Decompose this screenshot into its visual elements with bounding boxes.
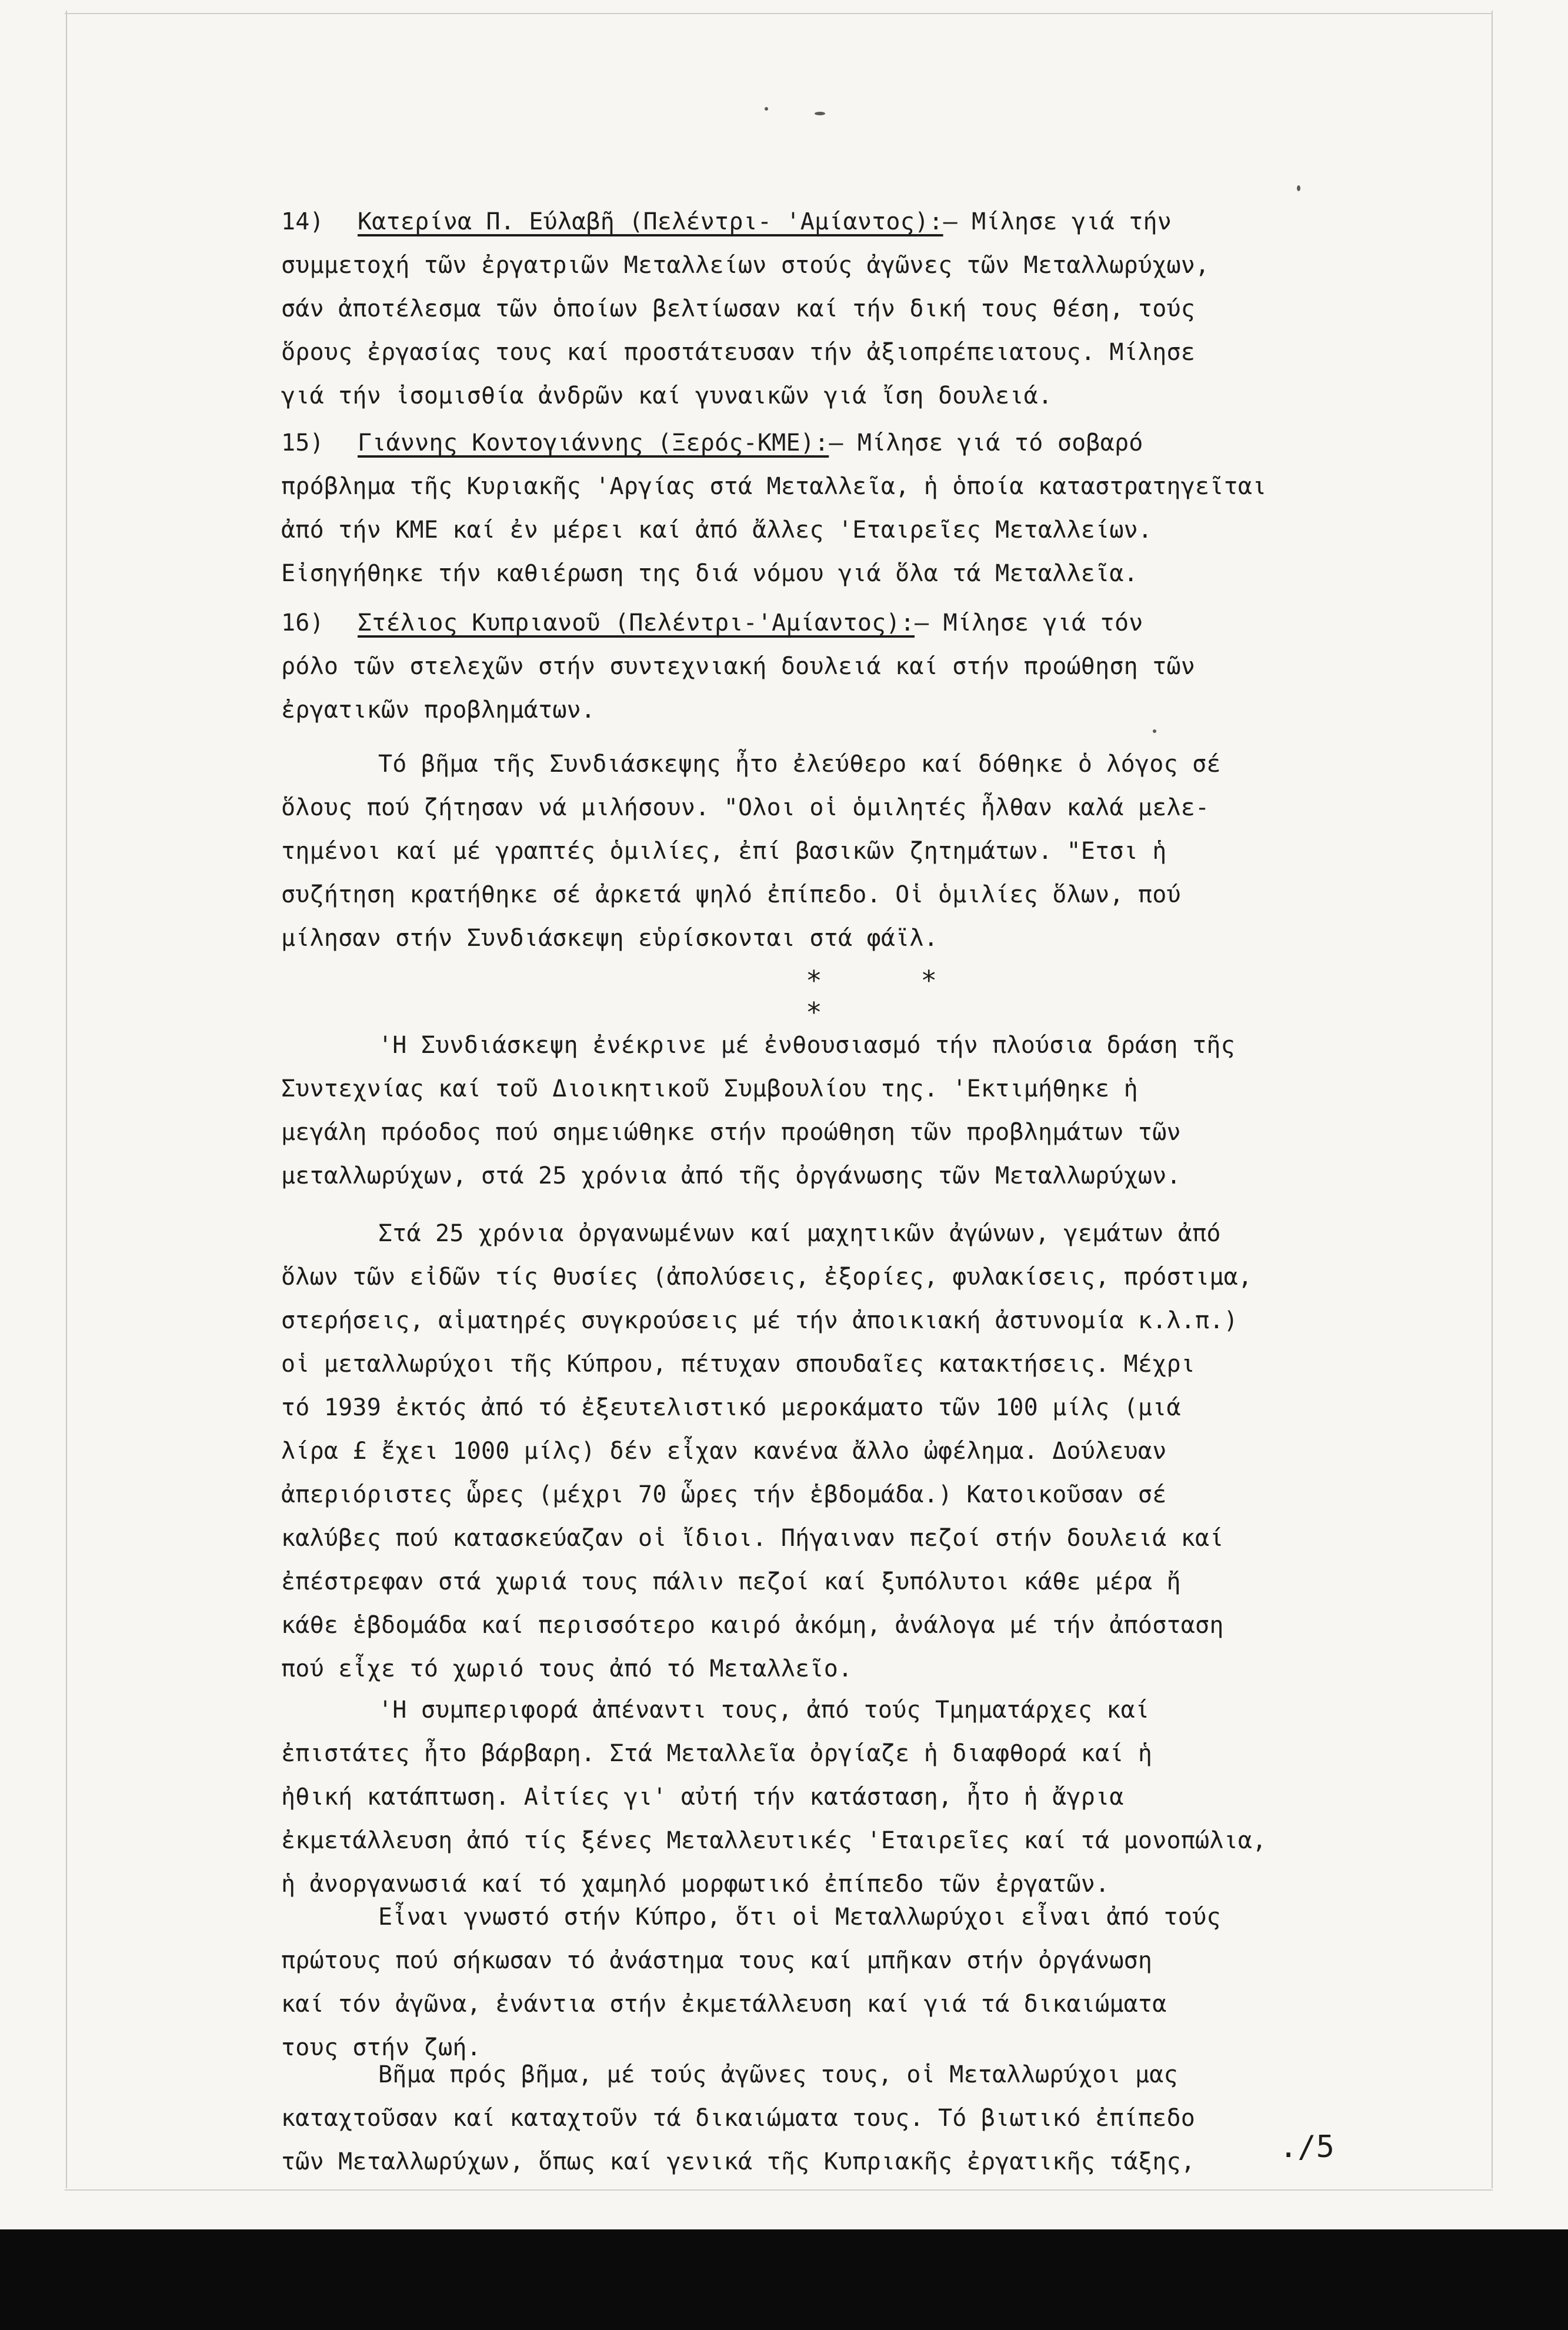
scan-speck bbox=[765, 107, 768, 111]
speaker-summary: – Μίλησε γιά τό σοβαρό πρόβλημα τῆς Κυριακῆς 'Αργίας στά Μεταλλεῖα, ἡ ὁποία καταστρατηγεῖται ἀπό τήν ΚΜΕ καί ἐν μέρει καί ἀπό ἄλλες 'Εταιρεῖες Μεταλλείων. Εἰσηγήθηκε τήν καθιέρωση της διά νόμου γιά ὅλα τά Μεταλλεῖα. bbox=[281, 429, 1267, 587]
speaker-name: Στέλιος Κυπριανοῦ (Πελέντρι-'Αμίαντος): bbox=[358, 609, 915, 636]
speaker-name: Κατερίνα Π. Εύλαβῆ (Πελέντρι- 'Αμίαντος): bbox=[358, 208, 943, 235]
scan-speck bbox=[815, 112, 825, 115]
paragraph-floor: Τό βῆμα τῆς Συνδιάσκεψης ἦτο ἐλεύθερο καί δόθηκε ὁ λόγος σέ ὅλους πού ζήτησαν νά μιλήσουν. "Ολοι οἱ ὁμιλητές ἦλθαν καλά μελε- τημένοι καί μέ γραπτές ὁμιλίες, ἐπί βασικῶν ζητημάτων. "Ετσι ἡ συζήτηση κρατήθηκε σέ ἀρκετά ψηλό ἐπίπεδο. Οἱ ὁμιλίες ὅλων, πού μίλησαν στήν Συνδιάσκεψη εὑρίσκονται στά φάϊλ. bbox=[281, 751, 1221, 952]
speaker-name: Γιάννης Κοντογιάννης (Ξερός-ΚΜΕ): bbox=[358, 429, 829, 456]
item-number: 14) bbox=[281, 208, 324, 235]
section-separator: * * * bbox=[806, 965, 979, 1028]
item-number: 16) bbox=[281, 609, 324, 636]
speaker-item-15 bbox=[281, 421, 1387, 595]
speaker-item-16 bbox=[281, 601, 1387, 732]
paragraph-conduct: 'Η συμπεριφορά ἀπέναντι τους, ἀπό τούς Τμηματάρχες καί ἐπιστάτες ἦτο βάρβαρη. Στά Μεταλλεῖα ὀργίαζε ἡ διαφθορά καί ἡ ἠθική κατάπτωση. Αἰτίες γι' αὐτή τήν κατάσταση, ἦτο ἡ ἄγρια ἐκμετάλλευση ἀπό τίς ξένες Μεταλλευτικές 'Εταιρεῖες καί τά μονοπώλια, ἡ ἀνοργανωσιά καί τό χαμηλό μορφωτικό ἐπίπεδο τῶν ἐργατῶν. bbox=[281, 1696, 1267, 1898]
speaker-summary: – Μίλησε γιά τήν συμμετοχή τῶν ἐργατριῶν Μεταλλείων στούς ἀγῶνες τῶν Μεταλλωρύχων, σάν ἀποτέλεσμα τῶν ὁποίων βελτίωσαν καί τήν δική τους θέση, τούς ὅρους ἐργασίας τους καί προστάτευσαν τήν ἀξιοπρέπειατους. Μίλησε γιά τήν ἰσομισθία ἀνδρῶν καί γυναικῶν γιά ἴση δουλειά. bbox=[281, 208, 1210, 409]
paragraph-history: Στά 25 χρόνια ὀργανωμένων καί μαχητικῶν ἀγώνων, γεμάτων ἀπό ὅλων τῶν εἰδῶν τίς θυσίες (ἀπολύσεις, ἐξορίες, φυλακίσεις, πρόστιμα, στερήσεις, αἱματηρές συγκρούσεις μέ τήν ἀποικιακή ἀστυνομία κ.λ.π.) οἱ μεταλλωρύχοι τῆς Κύπρου, πέτυχαν σπουδαῖες κατακτήσεις. Μέχρι τό 1939 ἐκτός ἀπό τό ἐξευτελιστικό μεροκάματο τῶν 100 μίλς (μιά λίρα £ ἔχει 1000 μίλς) δέν εἶχαν κανένα ἄλλο ὠφέλημα. Δούλευαν ἀπεριόριστες ὧρες (μέχρι 70 ὧρες τήν ἑβδομάδα.) Κατοικοῦσαν σέ καλύβες πού κατασκεύαζαν οἱ ἴδιοι. Πήγαιναν πεζοί στήν δουλειά καί ἐπέστρεφαν στά χωριά τους πάλιν πεζοί καί ξυπόλυτοι κάθε μέρα ἤ κάθε ἑβδομάδα καί περισσότερο καιρό ἀκόμη, ἀνάλογα μέ τήν ἀπόσταση πού εἶχε τό χωριό τους ἀπό τό Μεταλλεῖο. bbox=[281, 1220, 1253, 1682]
page-number: ./5 bbox=[1279, 2129, 1335, 2165]
paragraph-progress: Βῆμα πρός βῆμα, μέ τούς ἀγῶνες τους, οἱ Μεταλλωρύχοι μας καταχτοῦσαν καί καταχτοῦν τά δικαιώματα τους. Τό βιωτικό ἐπίπεδο τῶν Μεταλλωρύχων, ὅπως καί γενικά τῆς Κυπριακῆς ἐργατικῆς τάξης, bbox=[281, 2061, 1196, 2175]
top-frame-line bbox=[65, 13, 1493, 14]
scan-speck bbox=[1297, 185, 1300, 191]
item-number: 15) bbox=[281, 429, 324, 456]
bottom-frame-line bbox=[65, 2189, 1493, 2191]
paragraph-organization: Εἶναι γνωστό στήν Κύπρο, ὅτι οἱ Μεταλλωρύχοι εἶναι ἀπό τούς πρώτους πού σήκωσαν τό ἀνάστημα τους καί μπῆκαν στήν ὀργάνωση καί τόν ἀγῶνα, ἐνάντια στήν ἐκμετάλλευση καί γιά τά δικαιώματα τους στήν ζωή. bbox=[281, 1904, 1221, 2061]
right-frame-line bbox=[1492, 11, 1493, 2188]
scan-bottom-border bbox=[0, 2229, 1568, 2330]
speaker-item-14 bbox=[281, 200, 1387, 418]
left-frame-line bbox=[66, 11, 67, 2188]
paragraph-approval: 'Η Συνδιάσκεψη ἐνέκρινε μέ ἐνθουσιασμό τήν πλούσια δράση τῆς Συντεχνίας καί τοῦ Διοικητικοῦ Συμβουλίου της. 'Εκτιμήθηκε ἡ μεγάλη πρόοδος πού σημειώθηκε στήν προώθηση τῶν προβλημάτων τῶν μεταλλωρύχων, στά 25 χρόνια ἀπό τῆς ὀργάνωσης τῶν Μεταλλωρύχων. bbox=[281, 1032, 1235, 1189]
speaker-summary: – Μίλησε γιά τόν ρόλο τῶν στελεχῶν στήν συντεχνιακή δουλειά καί στήν προώθηση τῶν ἐργατικῶν προβλημάτων. bbox=[281, 609, 1196, 724]
